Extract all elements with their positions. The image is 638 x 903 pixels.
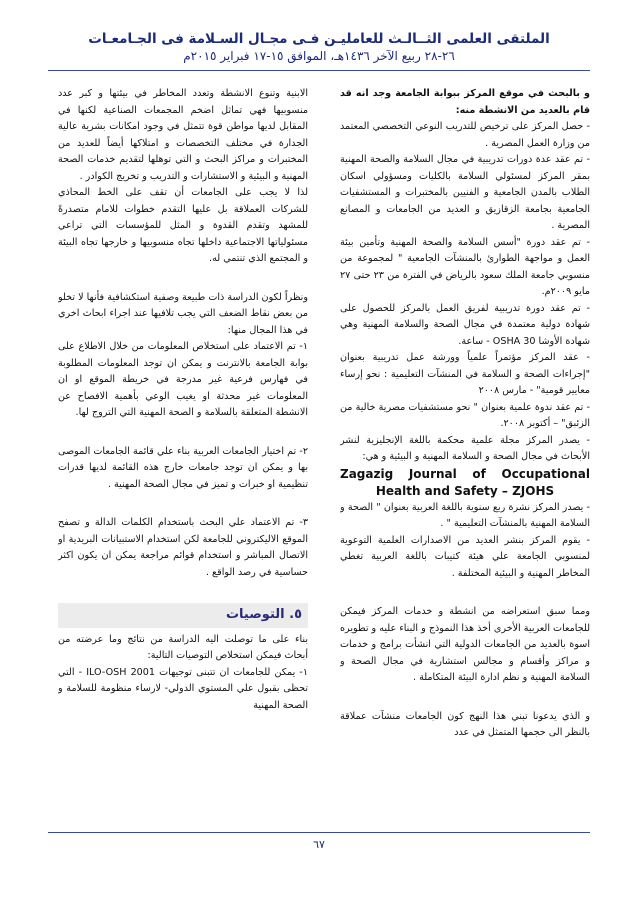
activity-item: - تم عقد عدة دورات تدريبية في مجال السلامة والصحة المهنية بمقر المركز لمسئولي السلامة بالكليات ومسؤولي اسكان الطلاب بالمدن الجامعية و الفنيين بالمختبرات و المستشفيات الجامعية بجامعة الزقازيق و العديد من الجامعات و المصانع المصرية . [340, 154, 590, 231]
body-paragraph: و الذي يدعونا تبني هذا النهج كون الجامعات منشآت عملاقة بالنظر الى حجمها المتمثل في عدد [340, 710, 590, 738]
journal-name-line2: Health and Safety – ZJOHS [375, 483, 555, 498]
activity-item: - يقوم المركز بنشر العديد من الاصدارات العلمية التوعوية لمنسوبي الجامعة علي هيئة كتيبات باللغة العربية تغطي المخاطر المهنية و البيئية المختلفة . [340, 534, 590, 579]
journal-name-line1: Zagazig Journal of Occupational [340, 466, 590, 481]
limitation-item: ١- تم الاعتماد على استخلاص المعلومات من خلال الاطلاع على بوابة الجامعة بالانترنت و يمكن ان توجد المعلومات المطلوبة في فهارس فرعية غير مدرجة في خريطة الموقع او ان المعلومات غير محدثة او يغيب الوعي بأهمية الافصاح عن الانشطة المتعلقة بالسلامة و الصحة المهنية التي التروج لها. [58, 341, 308, 418]
body-paragraph: الابنية وتنوع الانشطة وتعدد المخاطر في بيئتها و كبر عدد منسوبيها فهي تماثل اضخم المجمعات الصناعية لكنها في المقابل لديها مواطن قوة تتمثل في وجود امكانات بشرية عالية الجدارة في مختلف التخصصات و امتلاكها أيضاً للعديد من المختبرات و مراكز البحث و التي توهلها لتقديم خدمات الصحة المهنية و البيئية و الاستشارات و التدريب و تخريج الكوادر . [58, 88, 308, 182]
recommendation-item: ١- يمكن للجامعات ان تتبنى توجيهات ILO-OSH 2001 - التي تحظى بقبول علي المستوي الدولي- لارساء منظومة للسلامة و الصحة المهنية [58, 666, 308, 711]
activity-item: - عقد المركز مؤتمراً علمياً وورشة عمل تدريبية بعنوان "إجراءات الصحة و السلامة في المنشآت التعليمية : نحو إرساء معايير قومية" - مارس ٢٠٠٨ [340, 352, 590, 396]
footer-divider [48, 832, 590, 833]
section-heading-recommendations: ٥. التوصيات [58, 603, 308, 628]
activity-item: - يصدر المركز نشرة ربع سنوية باللغة العربية بعنوان " الصحة و السلامة المهنية بالمنشآت التعليمية " . [340, 501, 590, 529]
limitation-item: ٣- تم الاعتماد علي البحث باستخدام الكلمات الدالة و تصفح الموقع الاليكتروني للجامعة لكن استخدام الاستبيانات البريدية او الاتصال المباشر و استخدام قوائم مراجعة يمكن ان يكون اكثر حساسية في رصد الواقع . [58, 517, 308, 578]
body-paragraph: ونظراً لكون الدراسة ذات طبيعة وصفية استكشافية فأنها لا تخلو من بعض نقاط الضعف التي يجب تلافيها عند اجراء ابحاث اخري في هذا المجال منها: [58, 291, 308, 336]
activity-item: - تم عقد دورة تدريبية لفريق العمل بالمركز للحصول على شهادة دولية معتمدة في مجال الصحة والسلامة المهنية وهي شهادة الأوشا OSHA 30 - ساعة. [340, 302, 590, 347]
body-paragraph: بناء على ما توصلت اليه الدراسة من نتائج وما عرضته من أبحاث فيمكن استخلاص التوصيات التالية: [58, 633, 308, 661]
conference-dates: ٢٦-٢٨ ربيع الآخر ١٤٣٦هـ، الموافق ١٥-١٧ فبراير ٢٠١٥م [183, 49, 455, 63]
activity-item: - حصل المركز على ترخيص للتدريب النوعي التخصصي المعتمد من وزارة العمل المصرية . [340, 121, 590, 149]
conference-title: الملتقى العلمى الثــالـث للعامليـن فـى مجـال السـلامة فى الجـامعـات [88, 31, 550, 47]
page-number: ٦٧ [313, 838, 325, 851]
right-column [340, 86, 590, 828]
conference-header [40, 30, 598, 65]
activity-item: - تم عقد ندوة علمية بعنوان " نحو مستشفيات مصرية خالية من الزئبق" – أكتوبر ٢٠٠٨. [340, 401, 590, 429]
left-column [58, 86, 308, 828]
body-paragraph: لذا لا يجب على الجامعات أن تقف على الخط المحاذي للشركات العملاقة بل عليها التقدم خطوات للامام متصدرةً للمشهد وتقدم القدوة و المثل للمؤسسات التي تراعي مسئولياتها الاجتماعية داخلها تجاه منسوبيها و خارجها تجاه البيئة و المجتمع الذي تنتمي له. [58, 187, 308, 264]
activity-item: - تم عقد دورة "أسس السلامة والصحة المهنية وتأمين بيئة العمل و مواجهة الطوارئ بالمنشآت الجامعية " لمجموعة من منسوبي جامعة الملك سعود بالرياض في الفترة من ٢٣ حتى ٢٧ مايو ٢٠٠٩م. [340, 236, 590, 297]
activity-item: - يصدر المركز مجلة علمية محكمة باللغة الإنجليزية لنشر الأبحاث في مجال الصحة و السلامة المهنية و البيئية و هي: [340, 434, 590, 462]
body-paragraph: ومما سبق استعراضه من انشطة و خدمات المركز فيمكن للجامعات العربية الأخرى أخذ هذا النموذج و البناء عليه و تطويره اسوة بالعديد من الجامعات الدولية التي انشأت برامج و خدمات و مراكز وأقسام و مجالس استشارية في مجال الصحة و السلامة المهنية و نظم ادارة البيئة المتكاملة . [340, 606, 590, 683]
limitation-item: ٢- تم اختيار الجامعات العربية بناء علي قائمة الجامعات الموصى بها و يمكن ان توجد جامعات خارج هذه القائمة لديها قدرات تنظيمية او خبرات و تميز في مجال الصحة المهنية . [58, 445, 308, 490]
header-divider [48, 70, 590, 71]
intro-paragraph: و بالبحث في موقع المركز ببوابة الجامعة وجد انه قد قام بالعديد من الانشطة منه: [340, 88, 590, 116]
